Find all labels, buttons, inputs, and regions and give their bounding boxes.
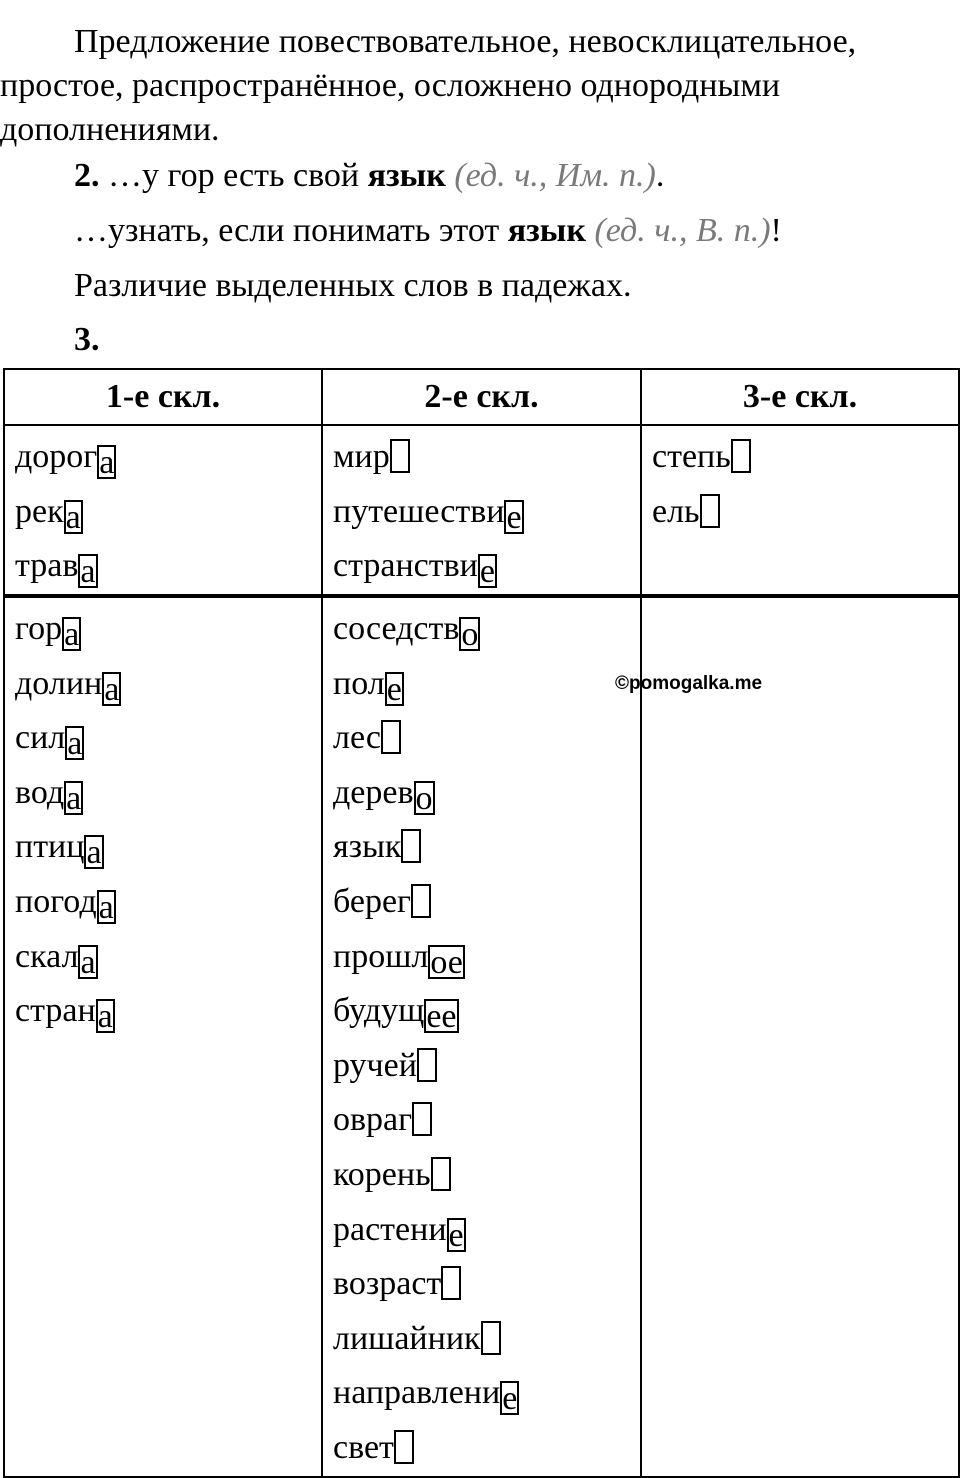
word-stem: соседств [333, 610, 460, 647]
word-stem: стран [15, 992, 96, 1030]
list-item [333, 875, 640, 930]
list-item [15, 602, 321, 657]
list-item [652, 485, 958, 540]
word-ending-box: а [99, 444, 115, 481]
word-stem: берег [333, 882, 411, 920]
task2-line1-note: (ед. ч., Им. п.) [454, 157, 656, 194]
header-decl-1: 1-е скл. [4, 369, 322, 425]
word-stem: странстви [333, 547, 478, 585]
list-item [333, 711, 640, 766]
task2-line1-text: …у гор есть свой [108, 157, 368, 194]
word-stem: погод [15, 882, 97, 920]
list-item [333, 485, 640, 540]
task2-line3: Различие выделенных слов в падежах. [74, 267, 632, 304]
word-stem: дерев [333, 773, 414, 811]
task3-number [0, 318, 950, 362]
word-ending-box: а [97, 998, 113, 1036]
watermark: ©pomogalka.me [615, 673, 763, 694]
list-item [333, 539, 640, 594]
word-ending-box: е [502, 1380, 518, 1418]
word-stem: прошл [333, 937, 429, 975]
list-item [15, 539, 321, 594]
table-row [4, 597, 959, 1477]
block2-col2 [323, 598, 640, 1476]
list-item [333, 1366, 640, 1421]
word-ending-box [700, 494, 720, 528]
word-stem: скал [15, 937, 79, 975]
list-item [333, 930, 640, 985]
list-item [15, 430, 321, 485]
word-ending-box: а [80, 553, 96, 591]
word-stem: мир [333, 438, 390, 475]
task2-line1-end: . [655, 157, 665, 194]
word-ending-box [394, 1430, 414, 1464]
word-ending-box [390, 439, 410, 473]
word-ending-box [412, 1102, 432, 1136]
list-item [15, 711, 321, 766]
word-ending-box: а [86, 834, 102, 872]
list-item [333, 984, 640, 1039]
word-stem: дорог [15, 438, 98, 475]
word-stem: путешестви [333, 492, 505, 530]
word-ending-box [731, 439, 751, 473]
list-item [15, 820, 321, 875]
list-item [15, 766, 321, 821]
block1-col3 [642, 426, 958, 539]
task2-line2-end: ! [770, 212, 782, 249]
word-stem: язык [333, 828, 402, 866]
word-ending-box: е [506, 498, 522, 536]
word-stem: долин [15, 664, 103, 702]
task2-line2-note: (ед. ч., В. п.) [594, 212, 771, 249]
word-stem: ручей [333, 1046, 417, 1084]
task2-line2-text: …узнать, если понимать этот [74, 212, 508, 249]
table-row [4, 425, 959, 595]
intro-paragraph: Предложение повествовательное, невосклицательное, простое, распространённое, осложнено однородными дополнениями. [0, 23, 857, 148]
task2-line1 [0, 154, 950, 198]
word-ending-box [381, 720, 401, 754]
word-stem: ель [652, 492, 700, 530]
word-ending-box [401, 829, 421, 863]
word-stem: овраг [333, 1101, 413, 1139]
list-item [333, 1093, 640, 1148]
word-stem: пол [333, 664, 385, 702]
block1-col1 [5, 426, 321, 594]
word-ending-box: а [67, 725, 83, 763]
task2-line2-bold: язык [507, 212, 586, 249]
word-stem: корень [333, 1155, 431, 1193]
word-ending-box [417, 1048, 437, 1082]
list-item [333, 766, 640, 821]
header-decl-2: 2-е скл. [322, 369, 641, 425]
word-stem: лес [333, 719, 381, 757]
word-ending-box: е [479, 553, 495, 591]
list-item [15, 485, 321, 540]
list-item [333, 1203, 640, 1258]
list-item [333, 1148, 640, 1203]
word-ending-box: а [66, 779, 82, 817]
list-item [333, 657, 640, 712]
word-ending-box [431, 1157, 451, 1191]
word-stem: будущ [333, 992, 425, 1030]
word-stem: свет [333, 1428, 394, 1466]
word-stem: птиц [15, 828, 85, 866]
word-stem: вод [15, 773, 65, 811]
task2-number: 2. [74, 157, 100, 194]
word-stem: трав [15, 547, 79, 585]
word-ending-box: а [80, 943, 96, 981]
word-ending-box: а [65, 498, 81, 536]
list-item [652, 430, 958, 485]
list-item [15, 875, 321, 930]
list-item [333, 1312, 640, 1367]
list-item [15, 657, 321, 712]
block1-col2 [323, 426, 640, 594]
word-ending-box: о [415, 779, 433, 817]
header-decl-3: 3-е скл. [641, 369, 959, 425]
word-ending-box: о [461, 616, 479, 653]
word-stem: степь [652, 438, 731, 475]
list-item [333, 1257, 640, 1312]
declension-table-top [3, 368, 960, 596]
word-ending-box [441, 1266, 461, 1300]
word-ending-box: а [98, 888, 114, 926]
word-ending-box: е [448, 1216, 464, 1254]
word-stem: сил [15, 719, 66, 757]
block2-col3 [642, 598, 958, 602]
task3-number-text: 3. [74, 321, 100, 358]
word-ending-box: е [386, 670, 402, 708]
list-item [15, 930, 321, 985]
list-item [333, 1039, 640, 1094]
list-item [333, 430, 640, 485]
task2-line1-bold: язык [367, 157, 446, 194]
word-ending-box: ое [430, 943, 463, 981]
word-ending-box [411, 884, 431, 918]
word-stem: рек [15, 492, 64, 530]
word-stem: направлени [333, 1374, 501, 1412]
list-item [15, 984, 321, 1039]
list-item [333, 602, 640, 657]
list-item [333, 820, 640, 875]
block2-col1 [5, 598, 321, 1039]
word-stem: растени [333, 1210, 447, 1248]
word-stem: возраст [333, 1265, 442, 1303]
word-stem: гор [15, 610, 63, 647]
word-ending-box: ее [426, 998, 457, 1036]
word-ending-box [481, 1321, 501, 1355]
list-item [333, 1421, 640, 1476]
declension-table-bottom [3, 596, 960, 1478]
word-ending-box: а [104, 670, 120, 708]
word-stem: лишайник [333, 1319, 481, 1357]
table-header-row [4, 369, 959, 425]
word-ending-box: а [64, 616, 80, 653]
task2-line2 [0, 209, 950, 253]
